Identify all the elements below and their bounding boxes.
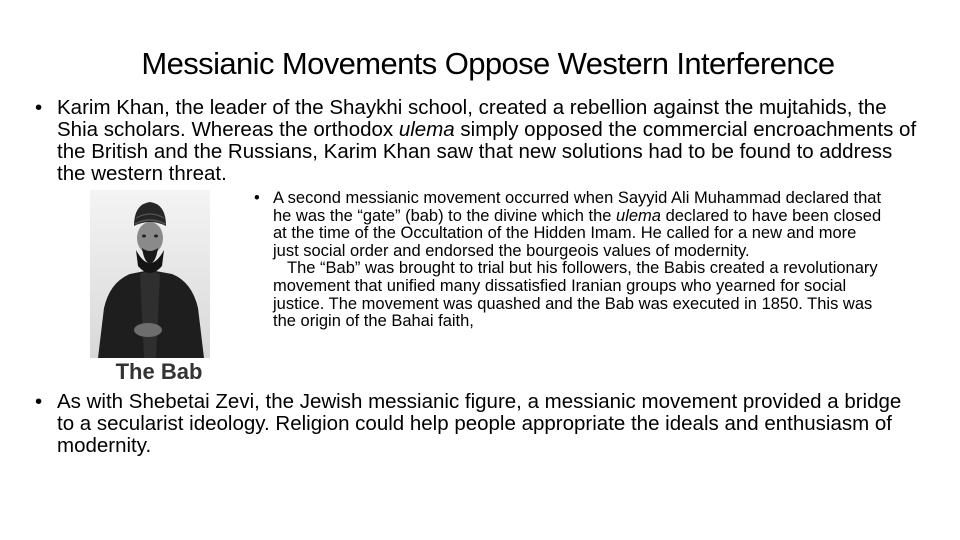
slide-title: Messianic Movements Oppose Western Interference: [141, 46, 835, 81]
bullet-emphasis: ulema: [616, 206, 661, 225]
bullet-text-part: declared to have been closed at the time of the Occultation of the Hidden Imam. He called for a new and more just social order and endorsed the bourgeois values of modernity.: [273, 206, 882, 260]
bullet-bab-movement: [254, 189, 883, 331]
portrait-caption: The Bab: [115, 359, 203, 384]
bullet-text-part: simply opposed the commercial encroachments of the British and the Russians, Karim Khan saw that new solutions had to be found to address the western threat.: [57, 118, 917, 185]
bullet-shebetai-zevi: [35, 390, 917, 457]
bullet-marker: •: [35, 390, 43, 413]
bullet-emphasis: ulema: [398, 118, 455, 141]
bullet-text: As with Shebetai Zevi, the Jewish messianic figure, a messianic movement provided a bridge to a secularist ideology. Religion could help people appropriate the ideals and enthusiasm of modernity.: [57, 390, 902, 457]
bullet-marker: •: [35, 96, 43, 119]
bullet-karim-khan: [35, 96, 917, 185]
bab-portrait-image: [90, 190, 210, 358]
bullet-text-part: Karim Khan, the leader of the Shaykhi school, created a rebellion against the mujtahids, the Shia scholars. Whereas the orthodox: [57, 96, 887, 141]
bullet-text-part: A second messianic movement occurred when Sayyid Ali Muhammad declared that he was the “gate” (bab) to the divine which the: [273, 189, 882, 225]
bullet-paragraph-two: The “Bab” was brought to trial but his followers, the Babis created a revolutionary movement that unified many dissatisfied Iranian groups who yearned for social justice. The movement was quashed and the Bab was executed in 1850. This was the origin of the Bahai faith,: [273, 259, 878, 331]
bullet-marker: •: [254, 189, 260, 207]
